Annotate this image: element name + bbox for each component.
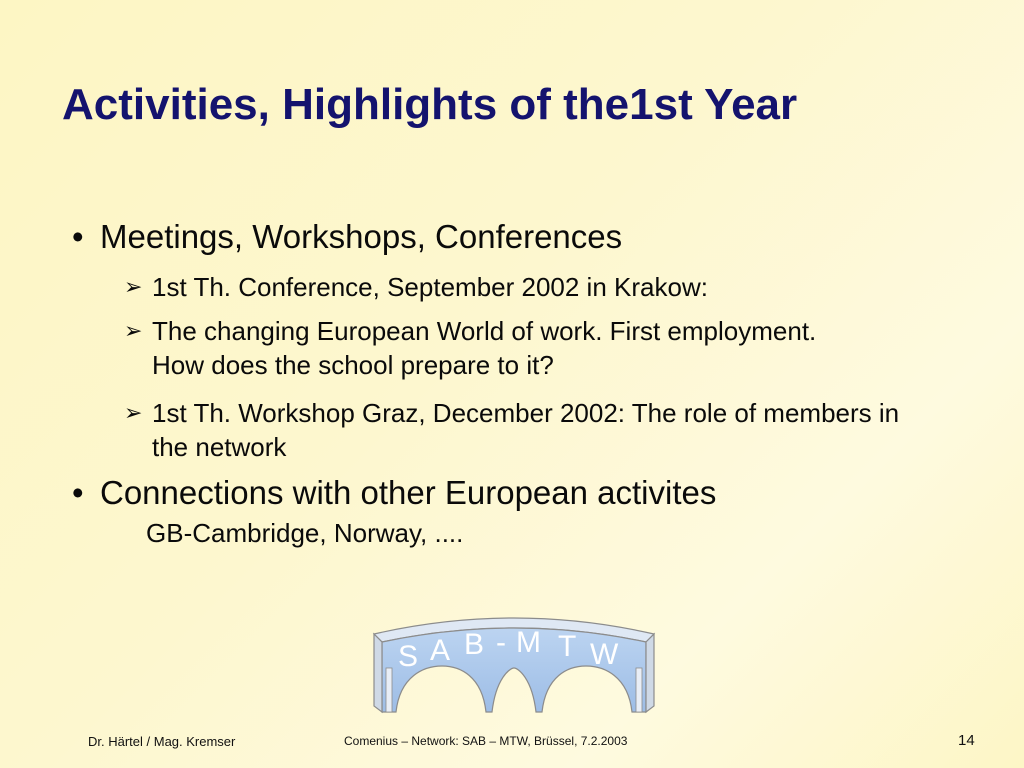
logo-letter: T bbox=[558, 630, 577, 663]
logo-letter: B bbox=[464, 628, 485, 661]
logo-letter: W bbox=[590, 638, 619, 671]
footer-event: Comenius – Network: SAB – MTW, Brüssel, 7.2.2003 bbox=[344, 734, 628, 748]
arrow-bullet-icon: ➢ bbox=[124, 274, 143, 299]
bullet-text: Meetings, Workshops, Conferences bbox=[100, 218, 623, 255]
sub-bullet-text: The changing European World of work. First employment. How does the school prepare to it? bbox=[152, 316, 817, 380]
page-number: 14 bbox=[958, 732, 975, 749]
bullet-text: Connections with other European activites bbox=[100, 474, 717, 511]
logo-letter: M bbox=[516, 626, 541, 659]
bullet-icon: • bbox=[72, 218, 84, 255]
sub-bullet-text: 1st Th. Workshop Graz, December 2002: The role of members in the network bbox=[152, 398, 900, 462]
logo-letter: S bbox=[398, 640, 419, 673]
logo-letter: A bbox=[430, 634, 451, 667]
footer-authors: Dr. Härtel / Mag. Kremser bbox=[88, 734, 236, 749]
arrow-bullet-icon: ➢ bbox=[124, 318, 143, 343]
bullet-icon: • bbox=[72, 474, 84, 511]
sab-mtw-bridge-logo bbox=[368, 608, 660, 714]
sub-bullet-text: 1st Th. Conference, September 2002 in Krakow: bbox=[152, 272, 708, 302]
bullet-note: GB-Cambridge, Norway, .... bbox=[146, 518, 464, 548]
slide-title: Activities, Highlights of the1st Year bbox=[62, 80, 798, 129]
arrow-bullet-icon: ➢ bbox=[124, 400, 143, 425]
logo-letter: - bbox=[496, 626, 506, 659]
